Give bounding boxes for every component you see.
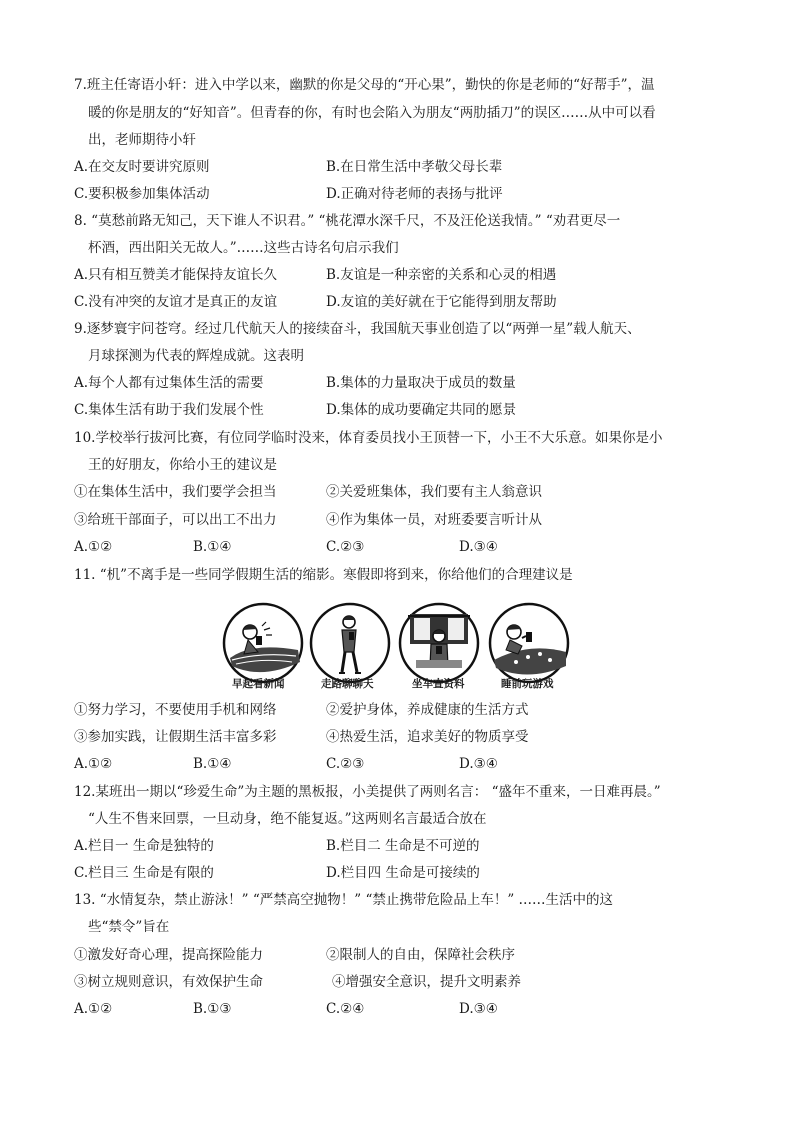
caption-search: 坐车查资料 xyxy=(412,678,465,690)
illustration-bus-search xyxy=(398,602,480,684)
q10-statement-2: ②关爱班集体，我们要有主人翁意识 xyxy=(326,484,542,500)
q11-statement-3: ③参加实践，让假期生活丰富多彩 xyxy=(74,729,277,745)
q8-option-d: D.友谊的美好就在于它能得到朋友帮助 xyxy=(326,294,557,310)
q12-stem-line-1: 12.某班出一期以“珍爱生命”为主题的黑板报，小美提供了两则名言： “盛年不重来，一日难再晨。” xyxy=(74,784,661,800)
illustration-game-before-sleep xyxy=(488,602,570,684)
q10-option-b: B.①④ xyxy=(193,539,232,555)
q9-option-b: B.集体的力量取决于成员的数量 xyxy=(326,375,516,391)
q11-stem-line-1: 11. “机”不离手是一些同学假期生活的缩影。寒假即将到来，你给他们的合理建议是 xyxy=(74,567,573,583)
caption-chat: 走路聊聊天 xyxy=(321,678,374,690)
q12-option-b: B.栏目二 生命是不可逆的 xyxy=(326,838,480,854)
q13-option-a: A.①② xyxy=(74,1001,113,1017)
q12-stem-line-2: “人生不售来回票，一旦动身，绝不能复返。”这两则名言最适合放在 xyxy=(88,811,487,827)
q11-statement-2: ②爱护身体，养成健康的生活方式 xyxy=(326,702,529,718)
q12-option-d: D.栏目四 生命是可接续的 xyxy=(326,865,480,881)
q13-statement-4: ④增强安全意识，提升文明素养 xyxy=(332,974,521,990)
q7-stem-line-2: 暖的你是朋友的“好知音”。但青春的你，有时也会陷入为朋友“两肋插刀”的误区……从中可以看 xyxy=(88,105,656,121)
q8-stem-line-2: 杯酒，西出阳关无故人。”……这些古诗名句启示我们 xyxy=(88,240,399,256)
q13-statement-2: ②限制人的自由，保障社会秩序 xyxy=(326,947,515,963)
q10-stem-line-2: 王的好朋友，你给小王的建议是 xyxy=(88,457,277,473)
q8-option-c: C.没有冲突的友谊才是真正的友谊 xyxy=(74,294,278,310)
q11-statement-1: ①努力学习，不要使用手机和网络 xyxy=(74,702,277,718)
q7-option-c: C.要积极参加集体活动 xyxy=(74,186,210,202)
q11-option-b: B.①④ xyxy=(193,756,232,772)
q7-stem-line-3: 出，老师期待小轩 xyxy=(88,132,196,148)
q13-option-c: C.②④ xyxy=(326,1001,365,1017)
q11-option-d: D.③④ xyxy=(459,756,498,772)
q8-option-a: A.只有相互赞美才能保持友谊长久 xyxy=(74,267,278,283)
q12-option-a: A.栏目一 生命是独特的 xyxy=(74,838,214,854)
q10-option-d: D.③④ xyxy=(459,539,498,555)
q7-option-a: A.在交友时要讲究原则 xyxy=(74,159,210,175)
q9-option-d: D.集体的成功要确定共同的愿景 xyxy=(326,402,517,418)
q10-option-a: A.①② xyxy=(74,539,113,555)
q10-statement-1: ①在集体生活中，我们要学会担当 xyxy=(74,484,277,500)
q9-stem-line-1: 9.逐梦寰宇问苍穹。经过几代航天人的接续奋斗，我国航天事业创造了以“两弹一星”载人航天、 xyxy=(74,321,641,337)
q12-option-c: C.栏目三 生命是有限的 xyxy=(74,865,214,881)
q13-stem-line-1: 13. “水情复杂，禁止游泳！” “严禁高空抛物！” “禁止携带危险品上车！” ……生活中的这 xyxy=(74,892,614,908)
q7-stem-line-1: 7.班主任寄语小轩：进入中学以来，幽默的你是父母的“开心果”，勤快的你是老师的“好帮手”，温 xyxy=(74,77,655,93)
q10-statement-3: ③给班干部面子，可以出工不出力 xyxy=(74,512,277,528)
illustration-news-in-bed xyxy=(222,602,304,684)
caption-game: 睡前玩游戏 xyxy=(501,678,554,690)
q8-stem-line-1: 8. “莫愁前路无知己，天下谁人不识君。” “桃花潭水深千尺，不及汪伦送我情。” “劝君更尽一 xyxy=(74,213,621,229)
q11-option-c: C.②③ xyxy=(326,756,365,772)
q7-option-b: B.在日常生活中孝敬父母长辈 xyxy=(326,159,503,175)
q10-statement-4: ④作为集体一员，对班委要言听计从 xyxy=(326,512,542,528)
q11-statement-4: ④热爱生活，追求美好的物质享受 xyxy=(326,729,529,745)
q13-option-b: B.①③ xyxy=(193,1001,232,1017)
q13-stem-line-2: 些“禁令”旨在 xyxy=(88,919,170,935)
q10-stem-line-1: 10.学校举行拔河比赛，有位同学临时没来，体育委员找小王顶替一下，小王不大乐意。如果你是小 xyxy=(74,430,663,446)
q8-option-b: B.友谊是一种亲密的关系和心灵的相遇 xyxy=(326,267,557,283)
q10-option-c: C.②③ xyxy=(326,539,365,555)
caption-news: 早起看新闻 xyxy=(232,678,285,690)
q7-option-d: D.正确对待老师的表扬与批评 xyxy=(326,186,503,202)
q9-option-a: A.每个人都有过集体生活的需要 xyxy=(74,375,264,391)
illustration-chat-walking xyxy=(309,602,391,684)
q13-statement-1: ①激发好奇心理，提高探险能力 xyxy=(74,947,263,963)
q13-statement-3: ③树立规则意识，有效保护生命 xyxy=(74,974,263,990)
q13-option-d: D.③④ xyxy=(459,1001,498,1017)
q9-stem-line-2: 月球探测为代表的辉煌成就。这表明 xyxy=(88,348,304,364)
q9-option-c: C.集体生活有助于我们发展个性 xyxy=(74,402,264,418)
q11-option-a: A.①② xyxy=(74,756,113,772)
